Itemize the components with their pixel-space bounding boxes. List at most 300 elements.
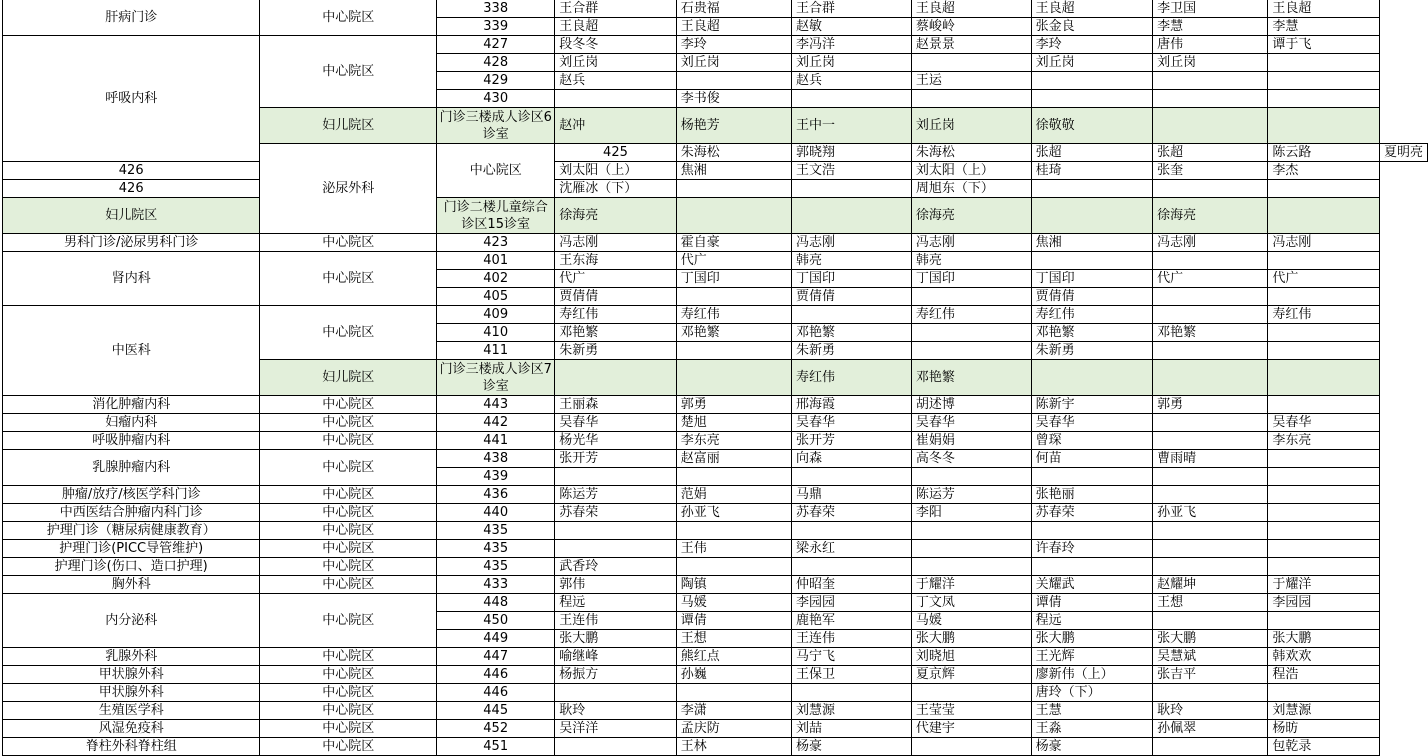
doctor-cell — [1268, 540, 1380, 558]
doctor-cell — [1268, 180, 1380, 198]
doctor-cell — [555, 522, 677, 540]
doctor-cell: 吴春华 — [1268, 414, 1380, 432]
room-cell: 429 — [437, 72, 555, 90]
department-cell: 甲状腺外科 — [3, 666, 260, 684]
doctor-cell: 邓艳繁 — [676, 324, 791, 342]
room-cell: 440 — [437, 504, 555, 522]
room-cell: 435 — [437, 558, 555, 576]
campus-cell: 中心院区 — [260, 504, 437, 522]
doctor-cell — [1153, 432, 1268, 450]
doctor-cell: 许春玲 — [1031, 540, 1153, 558]
table-row — [3, 36, 1428, 54]
doctor-cell: 苏春荣 — [1031, 504, 1153, 522]
room-cell: 427 — [437, 36, 555, 54]
doctor-cell: 冯志刚 — [1153, 234, 1268, 252]
doctor-cell: 丁文凤 — [911, 594, 1031, 612]
campus-cell: 妇儿院区 — [260, 360, 437, 396]
doctor-cell: 李玲 — [676, 36, 791, 54]
doctor-cell: 桂琦 — [1031, 162, 1153, 180]
doctor-cell: 冯志刚 — [1268, 234, 1380, 252]
doctor-cell: 程浩 — [1268, 666, 1380, 684]
doctor-cell: 王慧 — [1031, 702, 1153, 720]
doctor-cell — [1153, 558, 1268, 576]
campus-cell: 中心院区 — [437, 144, 555, 198]
table-row — [3, 684, 1428, 702]
campus-cell: 妇儿院区 — [3, 198, 260, 234]
doctor-cell — [911, 324, 1031, 342]
doctor-cell: 赵兵 — [791, 72, 911, 90]
campus-cell: 中心院区 — [260, 306, 437, 360]
doctor-cell — [1268, 468, 1380, 486]
doctor-cell: 段冬冬 — [555, 36, 677, 54]
doctor-cell: 徐海亮 — [1153, 198, 1268, 234]
doctor-cell: 代建宇 — [911, 720, 1031, 738]
doctor-cell: 张大鹏 — [555, 630, 677, 648]
doctor-cell — [791, 180, 911, 198]
room-cell: 433 — [437, 576, 555, 594]
table-row — [3, 666, 1428, 684]
doctor-cell: 韩亮 — [791, 252, 911, 270]
doctor-cell: 张开芳 — [791, 432, 911, 450]
doctor-cell: 代广 — [555, 270, 677, 288]
table-row — [3, 414, 1428, 432]
doctor-cell: 张超 — [1153, 144, 1268, 162]
department-cell: 中医科 — [3, 306, 260, 396]
doctor-cell — [1268, 504, 1380, 522]
doctor-cell — [1031, 198, 1153, 234]
doctor-cell: 胡述博 — [911, 396, 1031, 414]
table-row — [3, 396, 1428, 414]
doctor-cell — [911, 558, 1031, 576]
doctor-cell: 徐敬敬 — [1031, 108, 1153, 144]
doctor-cell — [1268, 54, 1380, 72]
doctor-cell: 马媛 — [676, 594, 791, 612]
doctor-cell: 刘晓旭 — [911, 648, 1031, 666]
department-cell: 泌尿外科 — [260, 144, 437, 234]
campus-cell: 中心院区 — [260, 576, 437, 594]
table-row — [3, 180, 1428, 198]
doctor-cell: 耿玲 — [555, 702, 677, 720]
room-cell: 402 — [437, 270, 555, 288]
room-cell: 446 — [437, 666, 555, 684]
doctor-cell: 刘丘岗 — [1031, 54, 1153, 72]
doctor-cell: 冯志刚 — [555, 234, 677, 252]
doctor-cell: 张开芳 — [555, 450, 677, 468]
doctor-cell — [1268, 252, 1380, 270]
doctor-cell: 王丽森 — [555, 396, 677, 414]
doctor-cell: 王良超 — [676, 18, 791, 36]
doctor-cell: 张吉平 — [1153, 666, 1268, 684]
room-cell: 门诊三楼成人诊区7诊室 — [437, 360, 555, 396]
doctor-cell: 杨光华 — [555, 432, 677, 450]
doctor-cell: 李东亮 — [676, 432, 791, 450]
doctor-cell — [1153, 684, 1268, 702]
doctor-cell — [676, 288, 791, 306]
doctor-cell: 贾倩倩 — [555, 288, 677, 306]
room-cell: 410 — [437, 324, 555, 342]
doctor-cell — [1268, 72, 1380, 90]
department-cell: 肝病门诊 — [3, 0, 260, 36]
doctor-cell — [1153, 486, 1268, 504]
doctor-cell: 刘丘岗 — [911, 108, 1031, 144]
doctor-cell: 吴洋洋 — [555, 720, 677, 738]
doctor-cell: 朱新勇 — [1031, 342, 1153, 360]
doctor-cell: 何苗 — [1031, 450, 1153, 468]
doctor-cell: 唐伟 — [1153, 36, 1268, 54]
doctor-cell: 刘丘岗 — [555, 54, 677, 72]
doctor-cell — [676, 522, 791, 540]
doctor-cell — [791, 90, 911, 108]
doctor-cell — [1268, 486, 1380, 504]
doctor-cell — [1153, 468, 1268, 486]
doctor-cell — [1153, 72, 1268, 90]
department-cell: 中西医结合肿瘤内科门诊 — [3, 504, 260, 522]
doctor-cell: 郭勇 — [676, 396, 791, 414]
doctor-cell: 丁国印 — [676, 270, 791, 288]
doctor-cell — [1268, 288, 1380, 306]
doctor-cell: 王光辉 — [1031, 648, 1153, 666]
doctor-cell — [791, 522, 911, 540]
doctor-cell: 李慧 — [1153, 18, 1268, 36]
doctor-cell: 刘丘岗 — [791, 54, 911, 72]
room-cell: 441 — [437, 432, 555, 450]
doctor-cell: 王林 — [676, 738, 791, 756]
doctor-cell: 高冬冬 — [911, 450, 1031, 468]
doctor-cell: 廖新伟（上） — [1031, 666, 1153, 684]
table-row — [3, 450, 1428, 468]
doctor-cell: 于耀洋 — [911, 576, 1031, 594]
doctor-cell: 张奎 — [1153, 162, 1268, 180]
table-row — [3, 576, 1428, 594]
doctor-cell: 张大鹏 — [1153, 630, 1268, 648]
table-row — [3, 306, 1428, 324]
doctor-cell: 刘喆 — [791, 720, 911, 738]
doctor-cell: 赵富丽 — [676, 450, 791, 468]
doctor-cell: 赵冲 — [555, 108, 677, 144]
room-cell: 338 — [437, 0, 555, 18]
doctor-cell: 夏明亮 — [1379, 144, 1427, 162]
department-cell: 内分泌科 — [3, 594, 260, 648]
doctor-cell — [911, 342, 1031, 360]
doctor-cell: 丁国印 — [911, 270, 1031, 288]
doctor-cell — [791, 468, 911, 486]
room-cell: 430 — [437, 90, 555, 108]
doctor-cell: 郭伟 — [555, 576, 677, 594]
doctor-cell — [1153, 108, 1268, 144]
doctor-cell: 孟庆防 — [676, 720, 791, 738]
doctor-cell — [555, 360, 677, 396]
doctor-cell: 王淼 — [1031, 720, 1153, 738]
room-cell: 447 — [437, 648, 555, 666]
department-cell: 胸外科 — [3, 576, 260, 594]
doctor-cell: 范娟 — [676, 486, 791, 504]
doctor-cell — [1268, 90, 1380, 108]
doctor-cell: 刘慧源 — [791, 702, 911, 720]
department-cell: 呼吸肿瘤内科 — [3, 432, 260, 450]
doctor-cell — [791, 558, 911, 576]
campus-cell: 中心院区 — [260, 450, 437, 486]
doctor-cell: 寿红伟 — [1268, 306, 1380, 324]
doctor-cell — [1268, 684, 1380, 702]
doctor-cell — [1268, 360, 1380, 396]
doctor-cell — [1153, 522, 1268, 540]
doctor-cell: 李慧 — [1268, 18, 1380, 36]
doctor-cell — [1268, 198, 1380, 234]
doctor-cell: 王莹莹 — [911, 702, 1031, 720]
table-row — [3, 0, 1428, 18]
doctor-cell — [1268, 342, 1380, 360]
doctor-cell: 王良超 — [1031, 0, 1153, 18]
doctor-cell: 王伟 — [676, 540, 791, 558]
table-row — [3, 522, 1428, 540]
doctor-cell: 沈雁冰（下） — [555, 180, 677, 198]
doctor-cell: 代广 — [1268, 270, 1380, 288]
doctor-cell: 刘太阳（上） — [555, 162, 677, 180]
doctor-cell — [1153, 288, 1268, 306]
doctor-cell: 李园园 — [791, 594, 911, 612]
table-row — [3, 234, 1428, 252]
doctor-cell — [911, 90, 1031, 108]
doctor-cell: 曹雨晴 — [1153, 450, 1268, 468]
room-cell: 409 — [437, 306, 555, 324]
campus-cell: 中心院区 — [260, 0, 437, 36]
doctor-cell: 李卫国 — [1153, 0, 1268, 18]
doctor-cell: 吴慧斌 — [1153, 648, 1268, 666]
campus-cell: 中心院区 — [260, 666, 437, 684]
doctor-cell: 石贵福 — [676, 0, 791, 18]
doctor-cell: 李杰 — [1268, 162, 1380, 180]
doctor-cell: 唐玲（下） — [1031, 684, 1153, 702]
room-cell: 439 — [437, 468, 555, 486]
doctor-cell: 王东海 — [555, 252, 677, 270]
doctor-cell: 王良超 — [911, 0, 1031, 18]
doctor-cell: 刘丘岗 — [1153, 54, 1268, 72]
doctor-cell: 陈新宇 — [1031, 396, 1153, 414]
doctor-cell: 楚旭 — [676, 414, 791, 432]
doctor-cell: 邓艳繁 — [1153, 324, 1268, 342]
doctor-cell — [1031, 522, 1153, 540]
department-cell: 消化肿瘤内科 — [3, 396, 260, 414]
room-cell: 452 — [437, 720, 555, 738]
doctor-cell: 吴春华 — [1031, 414, 1153, 432]
doctor-cell: 丁国印 — [791, 270, 911, 288]
table-row — [3, 432, 1428, 450]
table-row — [3, 558, 1428, 576]
table-row — [3, 486, 1428, 504]
doctor-cell — [791, 198, 911, 234]
room-cell: 339 — [437, 18, 555, 36]
doctor-cell — [1153, 180, 1268, 198]
doctor-cell: 仲昭奎 — [791, 576, 911, 594]
doctor-cell: 赵耀坤 — [1153, 576, 1268, 594]
campus-cell: 中心院区 — [260, 738, 437, 756]
doctor-cell: 李东亮 — [1268, 432, 1380, 450]
doctor-cell: 耿玲 — [1153, 702, 1268, 720]
doctor-cell — [1153, 738, 1268, 756]
doctor-cell: 李阳 — [911, 504, 1031, 522]
doctor-cell: 杨豪 — [1031, 738, 1153, 756]
doctor-cell: 刘慧源 — [1268, 702, 1380, 720]
doctor-cell: 陶镇 — [676, 576, 791, 594]
doctor-cell — [555, 90, 677, 108]
doctor-cell: 武香玲 — [555, 558, 677, 576]
campus-cell: 中心院区 — [260, 522, 437, 540]
doctor-cell — [676, 558, 791, 576]
doctor-cell: 包乾录 — [1268, 738, 1380, 756]
doctor-cell — [676, 468, 791, 486]
department-cell: 护理门诊(PICC导管维护) — [3, 540, 260, 558]
table-row — [3, 504, 1428, 522]
doctor-cell: 李书俊 — [676, 90, 791, 108]
doctor-cell: 朱海松 — [676, 144, 791, 162]
campus-cell: 中心院区 — [260, 432, 437, 450]
doctor-cell: 邓艳繁 — [555, 324, 677, 342]
doctor-cell — [1268, 522, 1380, 540]
doctor-cell — [911, 288, 1031, 306]
doctor-cell — [555, 684, 677, 702]
doctor-cell — [1268, 108, 1380, 144]
doctor-cell: 代广 — [1153, 270, 1268, 288]
schedule-body — [3, 0, 1428, 756]
doctor-cell: 赵兵 — [555, 72, 677, 90]
department-cell: 生殖医学科 — [3, 702, 260, 720]
department-cell: 乳腺外科 — [3, 648, 260, 666]
table-row — [3, 738, 1428, 756]
doctor-cell: 张金良 — [1031, 18, 1153, 36]
doctor-cell — [1268, 396, 1380, 414]
doctor-cell: 熊红点 — [676, 648, 791, 666]
doctor-cell: 周旭东（下） — [911, 180, 1031, 198]
room-cell: 门诊三楼成人诊区6诊室 — [437, 108, 555, 144]
room-cell: 435 — [437, 522, 555, 540]
doctor-cell: 张艳丽 — [1031, 486, 1153, 504]
department-cell: 男科门诊/泌尿男科门诊 — [3, 234, 260, 252]
campus-cell: 中心院区 — [260, 540, 437, 558]
doctor-cell: 刘丘岗 — [676, 54, 791, 72]
doctor-cell: 朱海松 — [911, 144, 1031, 162]
doctor-cell: 焦湘 — [676, 162, 791, 180]
doctor-cell: 王良超 — [555, 18, 677, 36]
campus-cell: 中心院区 — [260, 234, 437, 252]
campus-cell: 中心院区 — [260, 684, 437, 702]
table-row — [3, 162, 1428, 180]
doctor-cell: 张大鹏 — [911, 630, 1031, 648]
doctor-cell: 苏春荣 — [555, 504, 677, 522]
doctor-cell: 吴春华 — [555, 414, 677, 432]
doctor-cell: 徐海亮 — [911, 198, 1031, 234]
doctor-cell: 王想 — [1153, 594, 1268, 612]
doctor-cell — [1153, 342, 1268, 360]
doctor-cell — [676, 342, 791, 360]
doctor-cell: 王想 — [676, 630, 791, 648]
doctor-cell: 吴春华 — [911, 414, 1031, 432]
room-cell: 438 — [437, 450, 555, 468]
doctor-cell: 寿红伟 — [555, 306, 677, 324]
doctor-cell: 杨昉 — [1268, 720, 1380, 738]
doctor-cell: 杨振方 — [555, 666, 677, 684]
doctor-cell: 李园园 — [1268, 594, 1380, 612]
room-cell: 426 — [3, 180, 260, 198]
doctor-cell: 郭晓翔 — [791, 144, 911, 162]
doctor-cell: 王保卫 — [791, 666, 911, 684]
doctor-cell — [1268, 450, 1380, 468]
doctor-cell — [1031, 252, 1153, 270]
doctor-cell — [1031, 72, 1153, 90]
doctor-cell — [1031, 90, 1153, 108]
campus-cell: 中心院区 — [260, 414, 437, 432]
doctor-cell: 贾倩倩 — [791, 288, 911, 306]
room-cell: 428 — [437, 54, 555, 72]
doctor-cell: 关耀武 — [1031, 576, 1153, 594]
department-cell: 护理门诊（糖尿病健康教育） — [3, 522, 260, 540]
room-cell: 401 — [437, 252, 555, 270]
table-row — [3, 648, 1428, 666]
campus-cell: 中心院区 — [260, 594, 437, 648]
doctor-cell: 焦湘 — [1031, 234, 1153, 252]
doctor-cell: 马宁飞 — [791, 648, 911, 666]
doctor-cell: 张大鹏 — [1031, 630, 1153, 648]
campus-cell: 中心院区 — [260, 252, 437, 306]
doctor-cell: 谭倩 — [1031, 594, 1153, 612]
doctor-cell — [911, 522, 1031, 540]
doctor-cell — [676, 180, 791, 198]
room-cell: 436 — [437, 486, 555, 504]
doctor-cell: 朱新勇 — [555, 342, 677, 360]
room-cell: 448 — [437, 594, 555, 612]
doctor-cell: 孙佩翠 — [1153, 720, 1268, 738]
doctor-cell: 邓艳繁 — [1031, 324, 1153, 342]
room-cell: 449 — [437, 630, 555, 648]
doctor-cell: 寿红伟 — [1031, 306, 1153, 324]
table-row — [3, 702, 1428, 720]
room-cell: 426 — [3, 162, 260, 180]
doctor-cell: 韩亮 — [911, 252, 1031, 270]
doctor-cell — [676, 684, 791, 702]
doctor-cell: 马媛 — [911, 612, 1031, 630]
campus-cell: 中心院区 — [260, 558, 437, 576]
doctor-cell: 邓艳繁 — [911, 360, 1031, 396]
doctor-cell — [1268, 558, 1380, 576]
doctor-cell — [1031, 180, 1153, 198]
doctor-cell: 霍自豪 — [676, 234, 791, 252]
table-row — [3, 252, 1428, 270]
campus-cell: 中心院区 — [260, 396, 437, 414]
room-cell: 446 — [437, 684, 555, 702]
campus-cell: 中心院区 — [260, 648, 437, 666]
doctor-cell: 程远 — [1031, 612, 1153, 630]
room-cell: 门诊二楼儿童综合诊区15诊室 — [437, 198, 555, 234]
doctor-cell — [791, 684, 911, 702]
doctor-cell: 朱新勇 — [791, 342, 911, 360]
department-cell: 呼吸内科 — [3, 36, 260, 162]
doctor-cell — [1153, 90, 1268, 108]
doctor-cell: 王连伟 — [555, 612, 677, 630]
doctor-cell: 李冯洋 — [791, 36, 911, 54]
room-cell: 442 — [437, 414, 555, 432]
doctor-cell: 孙巍 — [676, 666, 791, 684]
doctor-cell: 吴春华 — [791, 414, 911, 432]
doctor-cell: 谭于飞 — [1268, 36, 1380, 54]
doctor-cell — [555, 738, 677, 756]
doctor-cell: 韩欢欢 — [1268, 648, 1380, 666]
doctor-cell: 蔡峻岭 — [911, 18, 1031, 36]
doctor-cell — [1153, 612, 1268, 630]
doctor-cell — [911, 738, 1031, 756]
department-cell: 甲状腺外科 — [3, 684, 260, 702]
doctor-cell — [555, 468, 677, 486]
doctor-cell: 李玲 — [1031, 36, 1153, 54]
doctor-cell — [1268, 324, 1380, 342]
